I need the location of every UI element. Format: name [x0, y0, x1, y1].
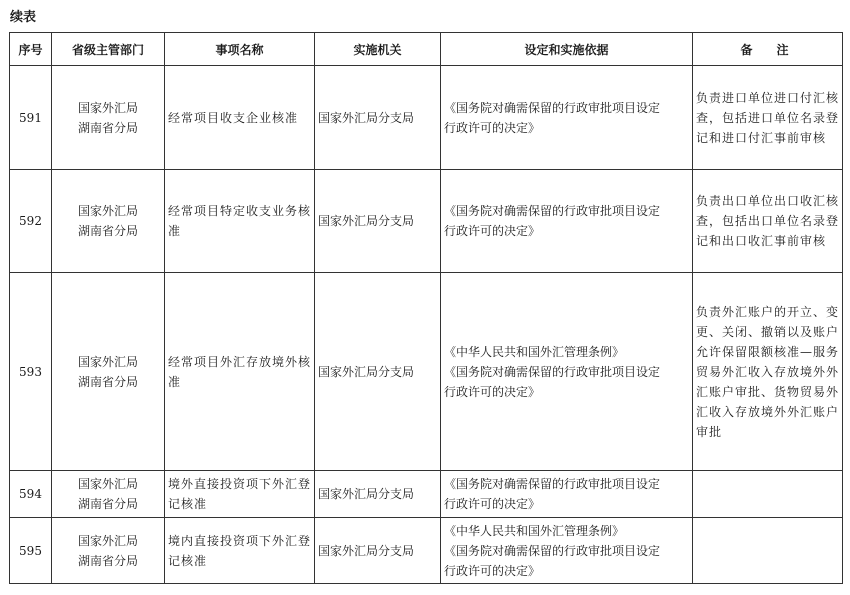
dept-line: 国家外汇局 — [77, 100, 138, 115]
dept-line: 湖南省分局 — [77, 374, 138, 389]
basis-line: 行政许可的决定》 — [444, 384, 541, 399]
basis-line: 行政许可的决定》 — [444, 224, 541, 238]
dept-line: 国家外汇局 — [77, 477, 138, 491]
cell-agency: 国家外汇局分支局 — [315, 471, 441, 518]
table-caption: 续表 — [10, 10, 37, 25]
header-row — [10, 33, 843, 66]
table-row — [10, 66, 843, 170]
dept-line: 国家外汇局 — [77, 533, 138, 548]
cell-basis — [441, 518, 693, 584]
cell-basis — [441, 170, 693, 273]
cell-agency: 国家外汇局分支局 — [315, 170, 441, 273]
cell-dept — [52, 66, 165, 170]
cell-seq: 591 — [10, 66, 52, 170]
cell-notes — [693, 471, 843, 518]
cell-item: 经常项目收支企业核准 — [165, 66, 315, 170]
table-row — [10, 518, 843, 584]
cell-dept — [52, 273, 165, 471]
cell-seq: 593 — [10, 273, 52, 471]
basis-line: 《国务院对确需保留的行政审批项目设定 — [444, 543, 661, 558]
basis-line: 《国务院对确需保留的行政审批项目设定 — [444, 364, 661, 379]
cell-seq: 592 — [10, 170, 52, 273]
table-header — [10, 33, 843, 66]
cell-basis — [441, 273, 693, 471]
basis-line: 《中华人民共和国外汇管理条例》 — [444, 344, 625, 359]
cell-basis — [441, 471, 693, 518]
cell-item: 经常项目特定收支业务核准 — [165, 170, 315, 273]
header-item: 事项名称 — [165, 33, 315, 66]
cell-dept — [52, 170, 165, 273]
header-notes: 备 注 — [693, 33, 843, 66]
cell-notes: 负责出口单位出口收汇核查，包括出口单位名录登记和出口收汇事前审核 — [693, 170, 843, 273]
table-row — [10, 471, 843, 518]
cell-basis — [441, 66, 693, 170]
table-row — [10, 273, 843, 471]
cell-agency: 国家外汇局分支局 — [315, 66, 441, 170]
dept-line: 湖南省分局 — [77, 553, 138, 568]
basis-line: 《国务院对确需保留的行政审批项目设定 — [444, 477, 661, 491]
basis-line: 行政许可的决定》 — [444, 120, 541, 135]
table-row — [10, 170, 843, 273]
basis-line: 行政许可的决定》 — [444, 563, 541, 578]
cell-item: 经常项目外汇存放境外核准 — [165, 273, 315, 471]
cell-seq: 595 — [10, 518, 52, 584]
dept-line: 国家外汇局 — [77, 354, 138, 369]
cell-notes: 负责外汇账户的开立、变更、关闭、撤销以及账户允许保留限额核准—服务贸易外汇收入存放境外外汇账户审批、货物贸易外汇收入存放境外外汇账户审批 — [693, 273, 843, 471]
dept-line: 湖南省分局 — [77, 224, 138, 238]
basis-line: 《国务院对确需保留的行政审批项目设定 — [444, 100, 661, 115]
basis-line: 行政许可的决定》 — [444, 497, 541, 511]
dept-line: 国家外汇局 — [77, 204, 138, 218]
header-basis: 设定和实施依据 — [441, 33, 693, 66]
cell-agency: 国家外汇局分支局 — [315, 518, 441, 584]
cell-item: 境外直接投资项下外汇登记核准 — [165, 471, 315, 518]
basis-line: 《国务院对确需保留的行政审批项目设定 — [444, 204, 661, 218]
dept-line: 湖南省分局 — [77, 497, 138, 511]
table-body — [10, 66, 843, 584]
cell-dept — [52, 471, 165, 518]
basis-line: 《中华人民共和国外汇管理条例》 — [444, 523, 625, 538]
dept-line: 湖南省分局 — [77, 120, 138, 135]
cell-dept — [52, 518, 165, 584]
cell-notes — [693, 518, 843, 584]
cell-notes: 负责进口单位进口付汇核查，包括进口单位名录登记和进口付汇事前审核 — [693, 66, 843, 170]
header-dept: 省级主管部门 — [52, 33, 165, 66]
cell-item: 境内直接投资项下外汇登记核准 — [165, 518, 315, 584]
approval-items-table — [9, 32, 843, 584]
cell-seq: 594 — [10, 471, 52, 518]
header-agency: 实施机关 — [315, 33, 441, 66]
cell-agency: 国家外汇局分支局 — [315, 273, 441, 471]
header-seq: 序号 — [10, 33, 52, 66]
